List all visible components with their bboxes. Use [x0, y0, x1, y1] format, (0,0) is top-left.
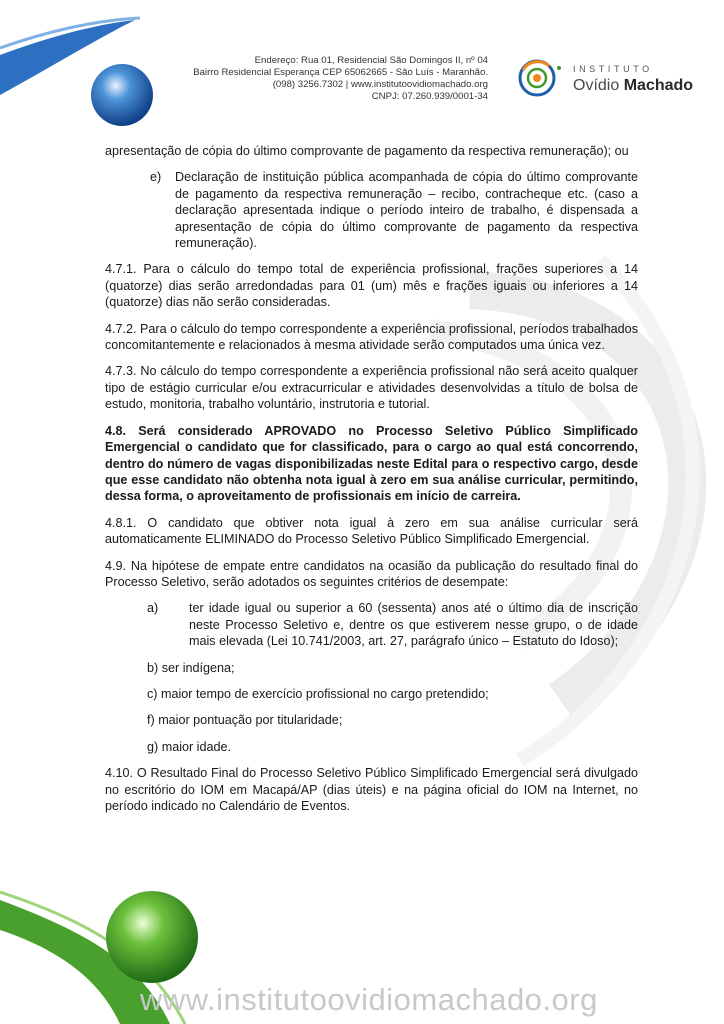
address-line: Bairro Residencial Esperança CEP 65062665 - São Luís - Maranhão. [193, 67, 488, 78]
paragraph-4-7-2: 4.7.2. Para o cálculo do tempo correspondente a experiência profissional, períodos trabalhados concomitantemente e relacionados à mesma atividade serão computados uma única vez. [105, 321, 638, 353]
continuation-paragraph: apresentação de cópia do último comprovante de pagamento da respectiva remuneração); ou [105, 144, 629, 158]
header-address [168, 55, 488, 103]
paragraph-4-8: 4.8. Será considerado APROVADO no Processo Seletivo Público Simplificado Emergencial o candidato que for classificado, para o cargo ao qual está concorrendo, dentro do número de vagas disponibilizadas neste Edital para o respectivo cargo, desde que esse candidato não obtenha nota igual à zero em sua análise curricular, permitindo, dessa forma, o aproveitamento de profissionais em início de carreira. [105, 423, 638, 504]
blue-sphere-decoration [91, 64, 153, 126]
logo-text-instituto: INSTITUTO [573, 64, 653, 74]
address-line: Endereço: Rua 01, Residencial São Domingos II, nº 04 [254, 55, 488, 66]
footer-website: www.institutoovidiomachado.org [140, 982, 598, 1017]
criterion-text: ter idade igual ou superior a 60 (sessenta) anos até o último dia de inscrição neste Processo Seletivo e, dentre os que estiverem nesse grupo, o de idade mais elevada (Lei 10.741/2003, art. 27, parágrafo único – Estatuto do Idoso); [189, 601, 638, 649]
list-item-e [150, 169, 638, 251]
paragraph-4-7-3: 4.7.3. No cálculo do tempo correspondente a experiência profissional não será aceito qualquer tipo de estágio curricular e/ou extracurricular e atividades desenvolvidas a título de bolsa de estudo, monitoria, trabalho voluntário, instrutoria e tutorial. [105, 364, 638, 412]
paragraph-4-7-1: 4.7.1. Para o cálculo do tempo total de experiência profissional, frações superiores a 14 (quatorze) dias serão arredondadas para 01 (um) mês e frações iguais ou inferiores a 14 (quatorze) dias não serão consideradas. [105, 262, 638, 310]
logo-name-last: Machado [623, 77, 694, 94]
criterion-label: a) [147, 601, 159, 616]
criterion-c: c) maior tempo de exercício profissional no cargo pretendido; [147, 686, 489, 701]
tiebreak-criteria [147, 600, 638, 755]
criterion-a [147, 600, 638, 649]
list-item-text: Declaração de instituição pública acompanhada de cópia do último comprovante de pagamento da respectiva remuneração – recibo, contracheque etc. (caso a declaração apresentada indique o período inteiro de trabalho, é dispensada a apresentação de cópia do último comprovante de pagamento da respectiva remuneração). [175, 170, 638, 251]
paragraph-4-10: 4.10. O Resultado Final do Processo Seletivo Público Simplificado Emergencial será divulgado no escritório do IOM em Macapá/AP (dias úteis) e na página oficial do IOM na Internet, no período indicado no Calendário de Eventos. [105, 766, 638, 813]
criterion-f: f) maior pontuação por titularidade; [147, 713, 343, 728]
paragraph-4-8-1: 4.8.1. O candidato que obtiver nota igual à zero em sua análise curricular será automaticamente ELIMINADO do Processo Seletivo Público Simplificado Emergencial. [105, 515, 638, 547]
criterion-g: g) maior idade. [147, 739, 231, 754]
list-item-label: e) [150, 170, 162, 185]
green-sphere-decoration [106, 891, 198, 983]
paragraph-4-9: 4.9. Na hipótese de empate entre candidatos na ocasião da publicação do resultado final do Processo Seletivo, serão adotados os seguintes critérios de desempate: [105, 558, 638, 589]
address-line: (098) 3256.7302 | www.institutoovidiomachado.org [272, 79, 488, 90]
logo-text-name [573, 77, 693, 95]
logo-name-first: Ovídio [573, 77, 620, 94]
address-line: CNPJ: 07.260.939/0001-34 [371, 91, 488, 102]
document-body [105, 143, 638, 824]
criterion-b: b) ser indígena; [147, 660, 235, 675]
